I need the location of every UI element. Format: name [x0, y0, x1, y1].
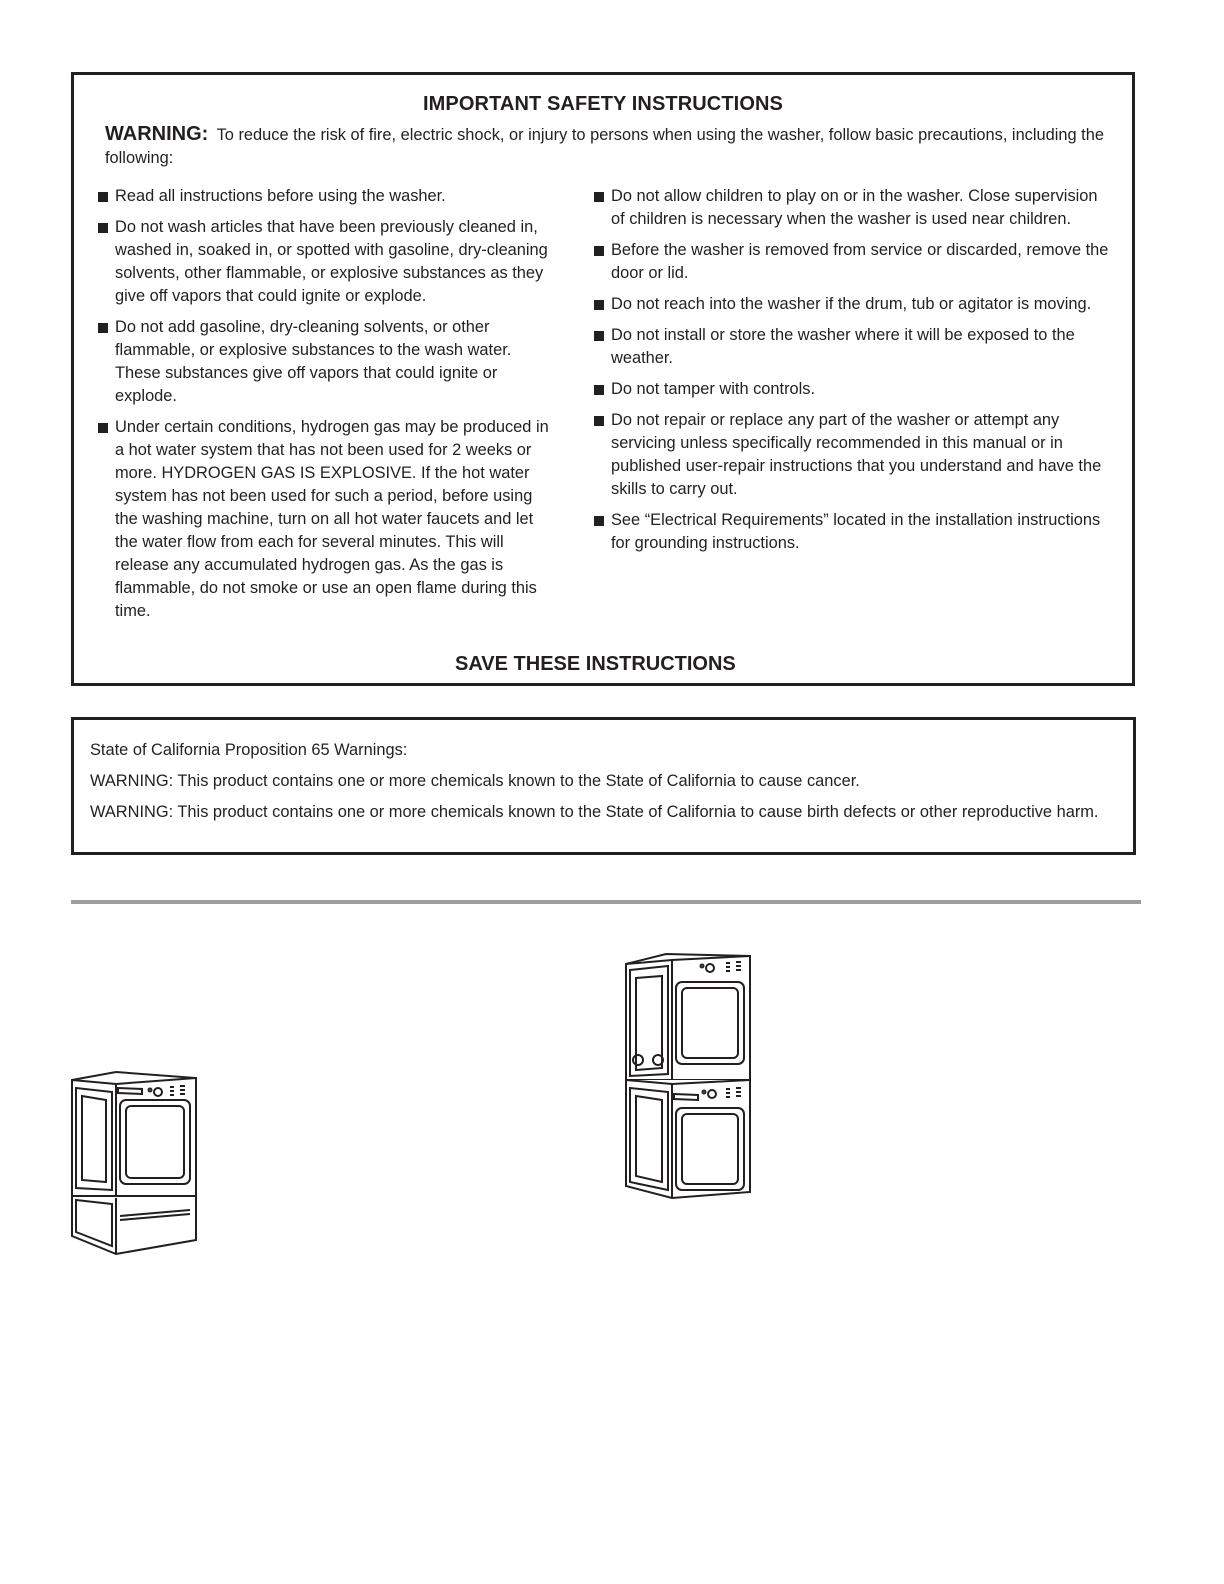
instruction-item: See “Electrical Requirements” located in the installation instructions for grounding instructions.	[594, 509, 1109, 555]
instruction-item: Do not add gasoline, dry-cleaning solvents, or other flammable, or explosive substances to the wash water. These substances give off vapors that could ignite or explode.	[98, 316, 554, 408]
prop65-warning-birth-defects: WARNING: This product contains one or more chemicals known to the State of California to cause birth defects or other reproductive harm.	[90, 803, 1099, 821]
bullet-square-icon	[98, 323, 108, 333]
section-divider	[71, 900, 1141, 904]
prop65-heading: State of California Proposition 65 Warnings:	[90, 741, 408, 759]
bullet-square-icon	[594, 385, 604, 395]
safety-instructions-box	[71, 72, 1135, 686]
warning-label: WARNING:	[105, 123, 209, 145]
save-instructions-title: SAVE THESE INSTRUCTIONS	[455, 653, 736, 675]
instruction-item: Do not allow children to play on or in the washer. Close supervision of children is necessary when the washer is used near children.	[594, 185, 1109, 231]
bullet-square-icon	[98, 192, 108, 202]
instruction-item: Under certain conditions, hydrogen gas may be produced in a hot water system that has not been used for 2 weeks or more. HYDROGEN GAS IS EXPLOSIVE. If the hot water system has not been used for such a period, before using the washing machine, turn on all hot water faucets and let the water flow from each for several minutes. This will release any accumulated hydrogen gas. As the gas is flammable, do not smoke or use an open flame during this time.	[98, 416, 554, 623]
instruction-item: Read all instructions before using the washer.	[98, 185, 554, 208]
washer-on-pedestal-icon	[68, 1070, 200, 1256]
bullet-square-icon	[594, 246, 604, 256]
prop65-warning-cancer: WARNING: This product contains one or more chemicals known to the State of California to cause cancer.	[90, 772, 860, 790]
prop65-box	[71, 717, 1136, 855]
bullet-square-icon	[98, 223, 108, 233]
instruction-item: Do not reach into the washer if the drum, tub or agitator is moving.	[594, 293, 1109, 316]
right-instructions-column	[594, 185, 1109, 563]
bullet-square-icon	[594, 416, 604, 426]
bullet-square-icon	[98, 423, 108, 433]
bullet-square-icon	[594, 300, 604, 310]
instruction-item: Do not install or store the washer where it will be exposed to the weather.	[594, 324, 1109, 370]
left-instructions-column	[98, 185, 554, 631]
instruction-item: Do not wash articles that have been previously cleaned in, washed in, soaked in, or spotted with gasoline, dry-cleaning solvents, other flammable, or explosive substances as they give off vapors that could ignite or explode.	[98, 216, 554, 308]
stacked-washer-dryer-icon	[622, 952, 754, 1218]
bullet-square-icon	[594, 516, 604, 526]
warning-intro	[105, 123, 1115, 170]
bullet-square-icon	[594, 192, 604, 202]
bullet-square-icon	[594, 331, 604, 341]
instruction-item: Do not tamper with controls.	[594, 378, 1109, 401]
warning-text: To reduce the risk of fire, electric shock, or injury to persons when using the washer, follow basic precautions, including the following:	[105, 126, 1104, 167]
safety-title: IMPORTANT SAFETY INSTRUCTIONS	[423, 93, 783, 115]
instruction-item: Do not repair or replace any part of the washer or attempt any servicing unless specifically recommended in this manual or in published user-repair instructions that you understand and have the skills to carry out.	[594, 409, 1109, 501]
instruction-item: Before the washer is removed from service or discarded, remove the door or lid.	[594, 239, 1109, 285]
